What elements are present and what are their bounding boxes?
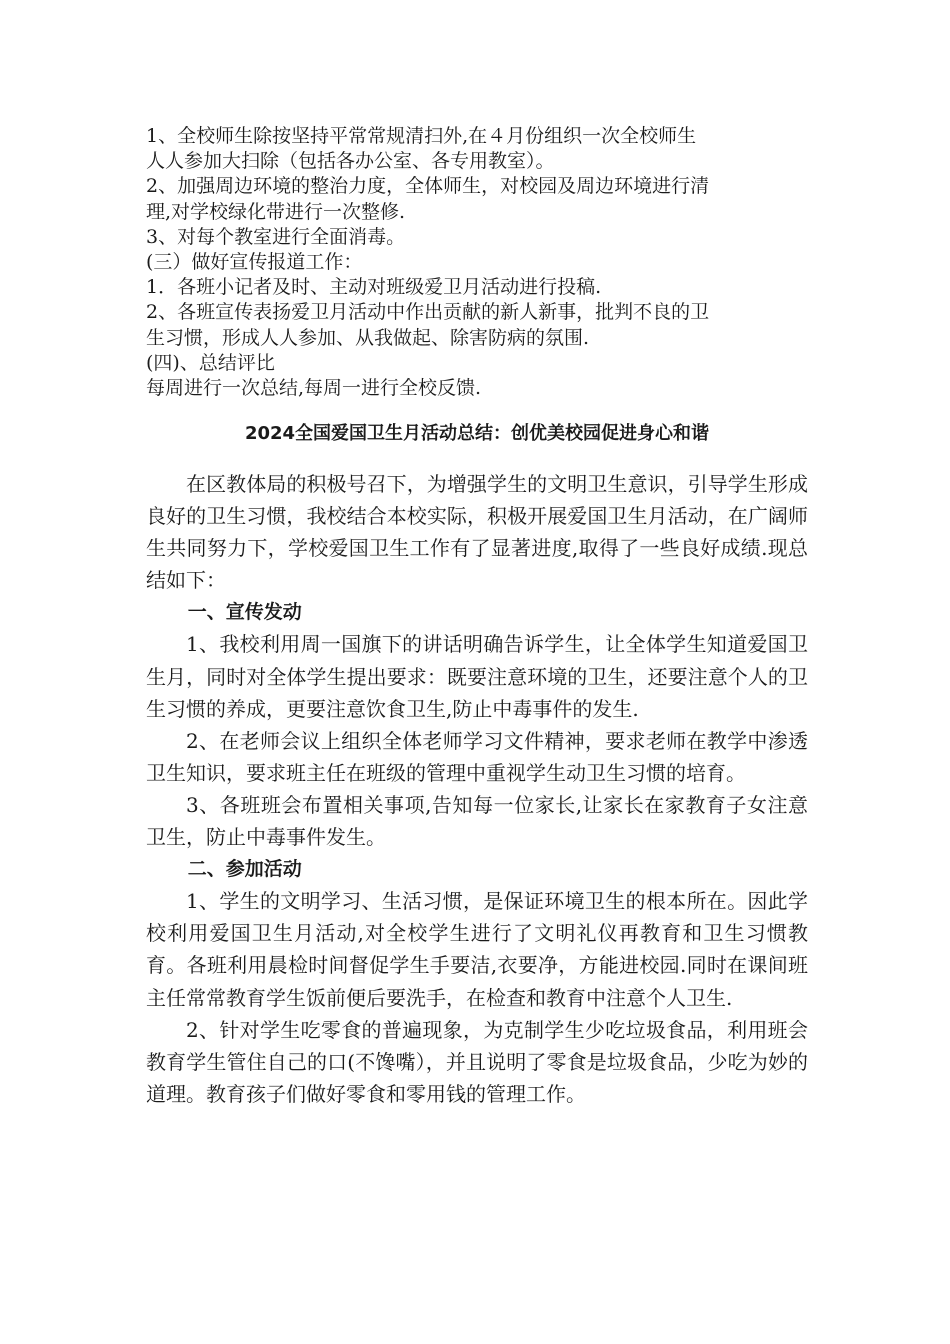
article-body bbox=[146, 468, 808, 1110]
article-title: 2024全国爱国卫生月活动总结：创优美校园促进身心和谐 bbox=[244, 423, 710, 444]
body-paragraph: 2、在老师会议上组织全体老师学习文件精神，要求老师在教学中渗透卫生知识，要求班主任在班级的管理中重视学生动卫生习惯的培育。 bbox=[146, 728, 808, 785]
text-line: 每周进行一次总结,每周一进行全校反馈. bbox=[146, 377, 482, 400]
text-line: 3、对每个教室进行全面消毒。 bbox=[146, 225, 406, 248]
body-paragraph: 3、各班班会布置相关事项,告知每一位家长,让家长在家教育子女注意卫生，防止中毒事件发生。 bbox=[146, 792, 808, 850]
intro-paragraph: 在区教体局的积极号召下，为增强学生的文明卫生意识，引导学生形成良好的卫生习惯，我校结合本校实际，积极开展爱国卫生月活动，在广阔师生共同努力下，学校爱国卫生工作有了显著进度,取得了一些良好成绩.现总结如下： bbox=[146, 472, 808, 593]
text-line: 生习惯，形成人人参加、从我做起、除害防病的氛围. bbox=[146, 326, 590, 349]
text-line: 2、加强周边环境的整治力度，全体师生，对校园及周边环境进行清 bbox=[146, 175, 710, 198]
section-heading: 一、宣传发动 bbox=[187, 601, 302, 624]
text-line: (三）做好宣传报道工作： bbox=[146, 251, 363, 274]
text-line: 1、全校师生除按坚持平常常规清扫外,在４月份组织一次全校师生 bbox=[146, 125, 697, 147]
text-line: 1．各班小记者及时、主动对班级爱卫月活动进行投稿. bbox=[146, 276, 602, 299]
plan-section bbox=[146, 124, 808, 401]
body-paragraph: 1、我校利用周一国旗下的讲话明确告诉学生，让全体学生知道爱国卫生月，同时对全体学生提出要求：既要注意环境的卫生，还要注意个人的卫生习惯的养成，更要注意饮食卫生,防止中毒事件的发生. bbox=[146, 632, 808, 721]
text-line: (四)、总结评比 bbox=[146, 351, 275, 374]
body-paragraph: 1、学生的文明学习、生活习惯，是保证环境卫生的根本所在。因此学校利用爱国卫生月活动,对全校学生进行了文明礼仪再教育和卫生习惯教育。各班利用晨检时间督促学生手要洁,衣要净，方能进校园.同时在课间班主任常常教育学生饭前便后要洗手，在检查和教育中注意个人卫生. bbox=[146, 889, 808, 1010]
text-line: 理,对学校绿化带进行一次整修. bbox=[146, 200, 406, 223]
text-line: 2、各班宣传表扬爱卫月活动中作出贡献的新人新事，批判不良的卫 bbox=[146, 301, 710, 324]
section-heading: 二、参加活动 bbox=[187, 858, 302, 881]
text-line: 人人参加大扫除（包括各办公室、各专用教室）。 bbox=[146, 150, 555, 173]
body-paragraph: 2、针对学生吃零食的普遍现象，为克制学生少吃垃圾食品，利用班会教育学生管住自己的口(不馋嘴），并且说明了零食是垃圾食品，少吃为妙的道理。教育孩子们做好零食和零用钱的管理工作。 bbox=[146, 1017, 808, 1106]
